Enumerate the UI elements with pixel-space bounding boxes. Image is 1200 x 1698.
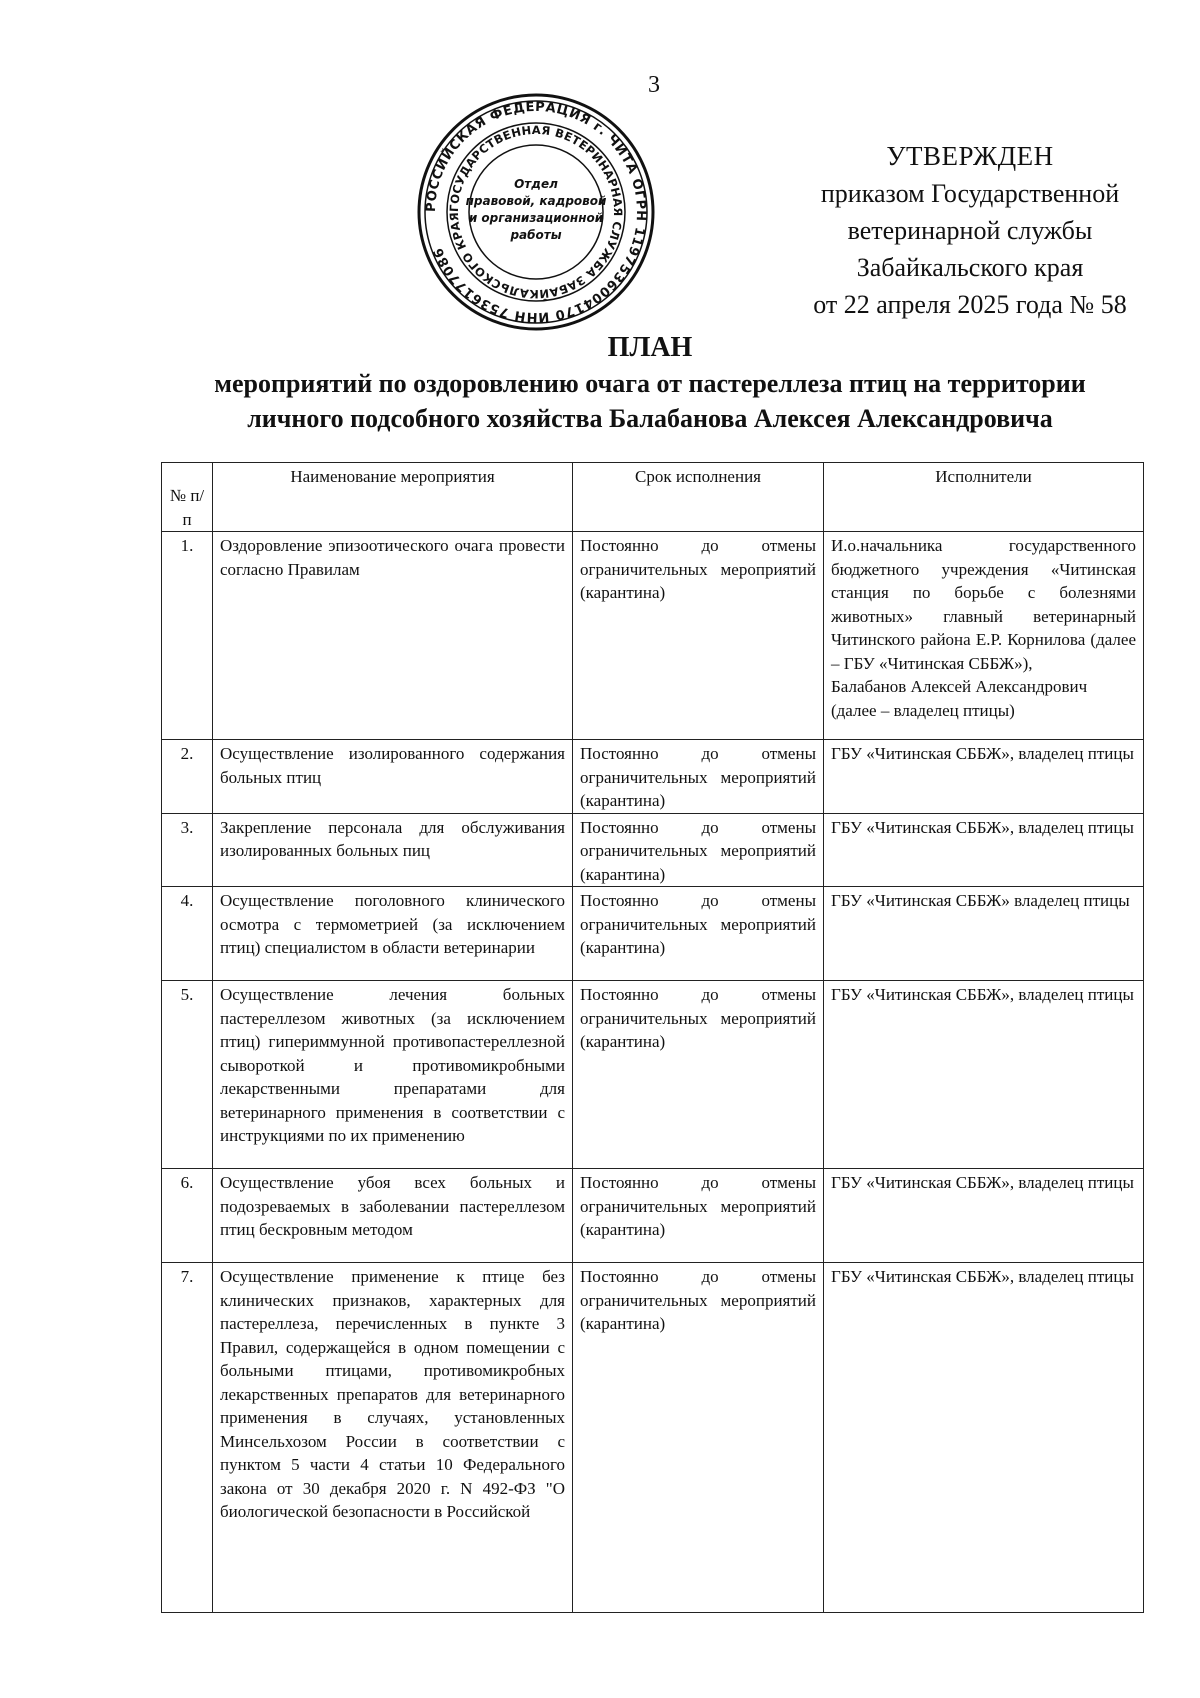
table-row: [162, 1263, 1144, 1613]
seal-outer-text: РОССИЙСКАЯ ФЕДЕРАЦИЯ г. ЧИТА ОГРН 1197536004170 ИНН 7536177086: [423, 99, 649, 325]
row-executors-main: И.о.начальника государственного бюджетного учреждения «Читинская станция по борьбе с болезнями животных» главный ветеринарный Читинского района Е.Р. Корнилова (далее – ГБУ «Читинская СББЖ»),: [831, 536, 1136, 673]
header-name: Наименование мероприятия: [213, 463, 573, 532]
row-name: Закрепление персонала для обслуживания изолированных больных пиц: [213, 813, 573, 887]
table-row: [162, 1169, 1144, 1263]
approval-heading: УТВЕРЖДЕН: [886, 141, 1054, 171]
row-executors: [824, 532, 1144, 740]
row-name: Осуществление поголовного клинического осмотра с термометрией (за исключением птиц) специалистом в области ветеринарии: [213, 887, 573, 981]
approval-line-3: Забайкальского края: [856, 253, 1084, 282]
row-executors: ГБУ «Читинская СББЖ», владелец птицы: [824, 1169, 1144, 1263]
seal-center-line-1: Отдел: [514, 177, 558, 191]
table-row: [162, 532, 1144, 740]
row-name: Осуществление изолированного содержания больных птиц: [213, 740, 573, 814]
table-header-row: [162, 463, 1144, 532]
row-term: Постоянно до отмены ограничительных мероприятий (карантина): [573, 981, 824, 1169]
document-title: [120, 330, 1180, 436]
row-num: 2.: [162, 740, 213, 814]
title-subtitle-line-2: личного подсобного хозяйства Балабанова Алексея Александровича: [247, 404, 1053, 433]
seal-center-line-4: работы: [510, 228, 562, 242]
header-num: № п/п: [162, 463, 213, 532]
row-num: 5.: [162, 981, 213, 1169]
title-main: ПЛАН: [607, 332, 693, 363]
row-num: 3.: [162, 813, 213, 887]
approval-line-2: ветеринарной службы: [847, 216, 1093, 245]
official-seal: [416, 92, 656, 332]
row-executors: ГБУ «Читинская СББЖ», владелец птицы: [824, 740, 1144, 814]
row-executors: ГБУ «Читинская СББЖ», владелец птицы: [824, 813, 1144, 887]
row-term: Постоянно до отмены ограничительных мероприятий (карантина): [573, 1263, 824, 1613]
title-subtitle-line-1: мероприятий по оздоровлению очага от пастереллеза птиц на территории: [214, 369, 1086, 398]
table-row: [162, 981, 1144, 1169]
row-term: Постоянно до отмены ограничительных мероприятий (карантина): [573, 887, 824, 981]
row-executors: ГБУ «Читинская СББЖ» владелец птицы: [824, 887, 1144, 981]
row-name: Оздоровление эпизоотического очага провести согласно Правилам: [213, 532, 573, 740]
approval-line-1: приказом Государственной: [820, 179, 1120, 208]
row-executors: ГБУ «Читинская СББЖ», владелец птицы: [824, 981, 1144, 1169]
row-term: Постоянно до отмены ограничительных мероприятий (карантина): [573, 813, 824, 887]
approval-line-4: от 22 апреля 2025 года № 58: [813, 290, 1127, 319]
row-executors: ГБУ «Читинская СББЖ», владелец птицы: [824, 1263, 1144, 1613]
plan-table: [161, 462, 1144, 1613]
row-name: Осуществление применение к птице без клинических признаков, характерных для пастереллеза, перечисленных в пункте 3 Правил, содержащейся в одном помещении с больными птицами, противомикробных лекарственных препаратов для ветеринарного применения в случаях, установленных Минсельхозом России в соответствии с пунктом 5 части 4 статьи 10 Федерального закона от 30 декабря 2020 г. N 492-ФЗ "О биологической безопасности в Российской: [213, 1263, 573, 1613]
page-number: 3: [648, 72, 660, 98]
header-executors: Исполнители: [824, 463, 1144, 532]
table-row: [162, 813, 1144, 887]
row-num: 4.: [162, 887, 213, 981]
row-term: Постоянно до отмены ограничительных мероприятий (карантина): [573, 532, 824, 740]
row-num: 6.: [162, 1169, 213, 1263]
table-row: [162, 887, 1144, 981]
header-term: Срок исполнения: [573, 463, 824, 532]
row-term: Постоянно до отмены ограничительных мероприятий (карантина): [573, 1169, 824, 1263]
seal-inner-text: ГОСУДАРСТВЕННАЯ ВЕТЕРИНАРНАЯ СЛУЖБА ЗАБАЙКАЛЬСКОГО КРАЯ: [446, 122, 626, 302]
seal-center-line-2: правовой, кадровой: [465, 194, 607, 208]
row-num: 7.: [162, 1263, 213, 1613]
approval-block: [780, 138, 1160, 323]
row-name: Осуществление лечения больных пастереллезом животных (за исключением птиц) гипериммунной противопастереллезной сывороткой и противомикробными лекарственными препаратами для ветеринарного применения в соответствии с инструкциями по их применению: [213, 981, 573, 1169]
row-executors-extra: Балабанов Алексей Александрович (далее – владелец птицы): [831, 677, 1088, 720]
seal-center-line-3: и организационной: [468, 211, 604, 225]
row-name: Осуществление убоя всех больных и подозреваемых в заболевании пастереллезом птиц бескровным методом: [213, 1169, 573, 1263]
table-row: [162, 740, 1144, 814]
row-term: Постоянно до отмены ограничительных мероприятий (карантина): [573, 740, 824, 814]
row-num: 1.: [162, 532, 213, 740]
